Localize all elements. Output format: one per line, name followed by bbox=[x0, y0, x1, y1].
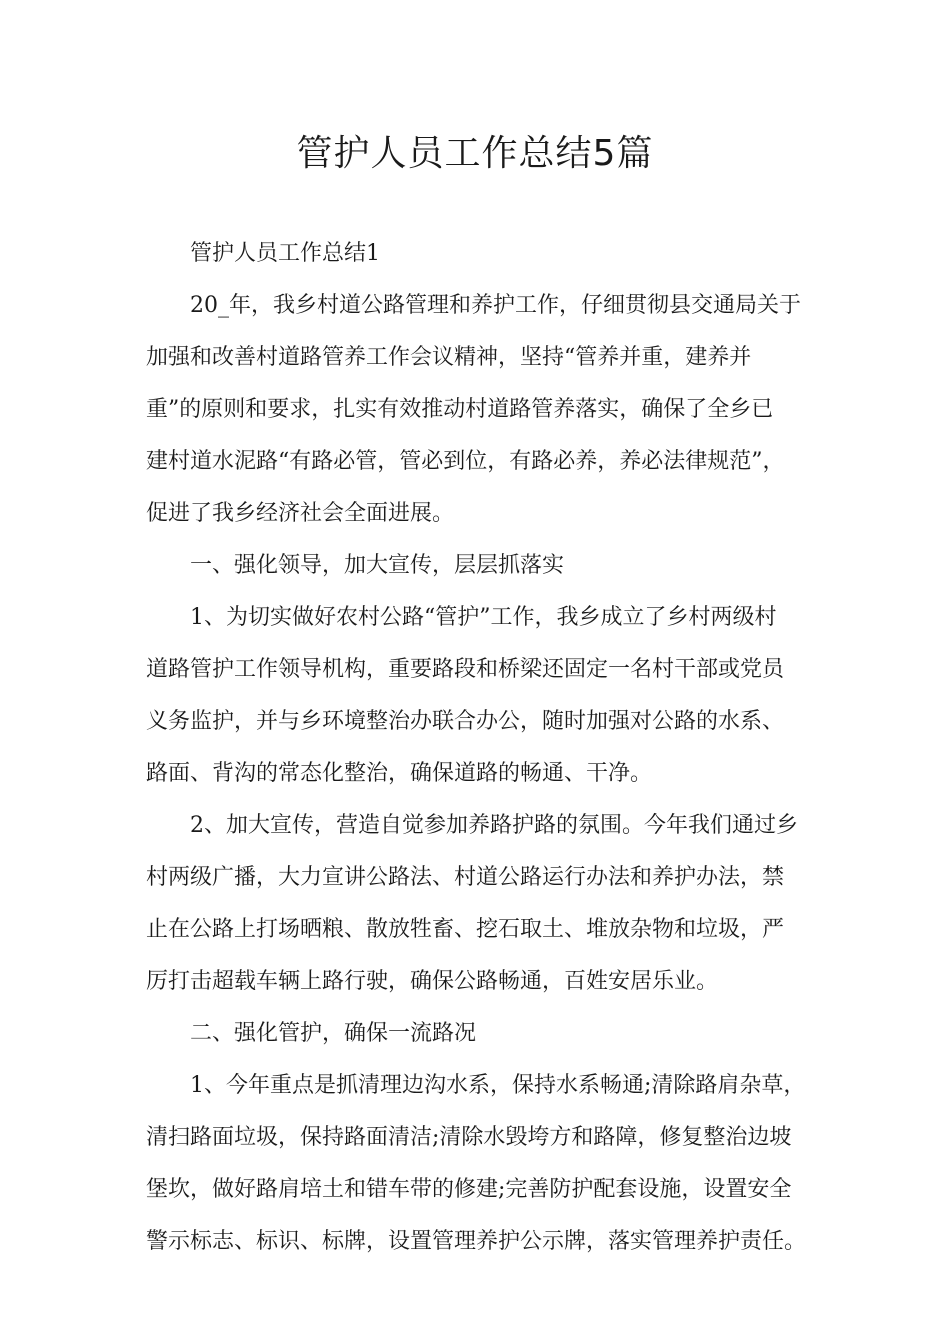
paragraph-line: 清扫路面垃圾，保持路面清洁;清除水毁垮方和路障，修复整治边坡 bbox=[146, 1125, 792, 1150]
paragraph-line: 警示标志、标识、标牌，设置管理养护公示牌，落实管理养护责任。 bbox=[146, 1229, 807, 1254]
section-heading-text: 二、强化管护，确保一流路况 bbox=[190, 1021, 477, 1046]
paragraph-line: 1、为切实做好农村公路“管护”工作，我乡成立了乡村两级村 bbox=[190, 605, 777, 630]
document-body bbox=[146, 228, 826, 1268]
paragraph-1-2 bbox=[146, 800, 826, 1008]
paragraph-line: 义务监护，并与乡环境整治办联合办公，随时加强对公路的水系、 bbox=[146, 709, 785, 734]
paragraph-line: 止在公路上打场晒粮、散放牲畜、挖石取土、堆放杂物和垃圾，严 bbox=[146, 917, 785, 942]
subheading bbox=[146, 228, 826, 280]
paragraph-line: 20_年，我乡村道公路管理和养护工作，仔细贯彻县交通局关于 bbox=[190, 293, 801, 318]
paragraph-line: 重”的原则和要求，扎实有效推动村道路管养落实，确保了全乡已 bbox=[146, 397, 774, 422]
section-heading-1 bbox=[146, 540, 826, 592]
paragraph-1-1 bbox=[146, 592, 826, 800]
paragraph-line: 促进了我乡经济社会全面进展。 bbox=[146, 501, 455, 526]
paragraph-line: 道路管护工作领导机构，重要路段和桥梁还固定一名村干部或党员 bbox=[146, 657, 785, 682]
paragraph-line: 村两级广播，大力宣讲公路法、村道公路运行办法和养护办法，禁 bbox=[146, 865, 785, 890]
subheading-text: 管护人员工作总结1 bbox=[190, 241, 380, 266]
section-heading-text: 一、强化领导，加大宣传，层层抓落实 bbox=[190, 553, 565, 578]
paragraph-line: 建村道水泥路“有路必管，管必到位，有路必养，养必法律规范”， bbox=[146, 449, 785, 474]
section-heading-2 bbox=[146, 1008, 826, 1060]
paragraph-line: 路面、背沟的常态化整治，确保道路的畅通、干净。 bbox=[146, 761, 653, 786]
page-title: 管护人员工作总结5篇 bbox=[296, 133, 654, 174]
paragraph-line: 1、今年重点是抓清理边沟水系，保持水系畅通;清除路肩杂草， bbox=[190, 1073, 806, 1098]
paragraph-line: 2、加大宣传，营造自觉参加养路护路的氛围。今年我们通过乡 bbox=[190, 813, 798, 838]
paragraph-line: 堡坎，做好路肩培土和错车带的修建;完善防护配套设施，设置安全 bbox=[146, 1177, 792, 1202]
paragraph-intro bbox=[146, 280, 826, 540]
paragraph-line: 加强和改善村道路管养工作会议精神，坚持“管养并重，建养并 bbox=[146, 345, 752, 370]
paragraph-line: 厉打击超载车辆上路行驶，确保公路畅通，百姓安居乐业。 bbox=[146, 969, 719, 994]
paragraph-2-1 bbox=[146, 1060, 826, 1268]
